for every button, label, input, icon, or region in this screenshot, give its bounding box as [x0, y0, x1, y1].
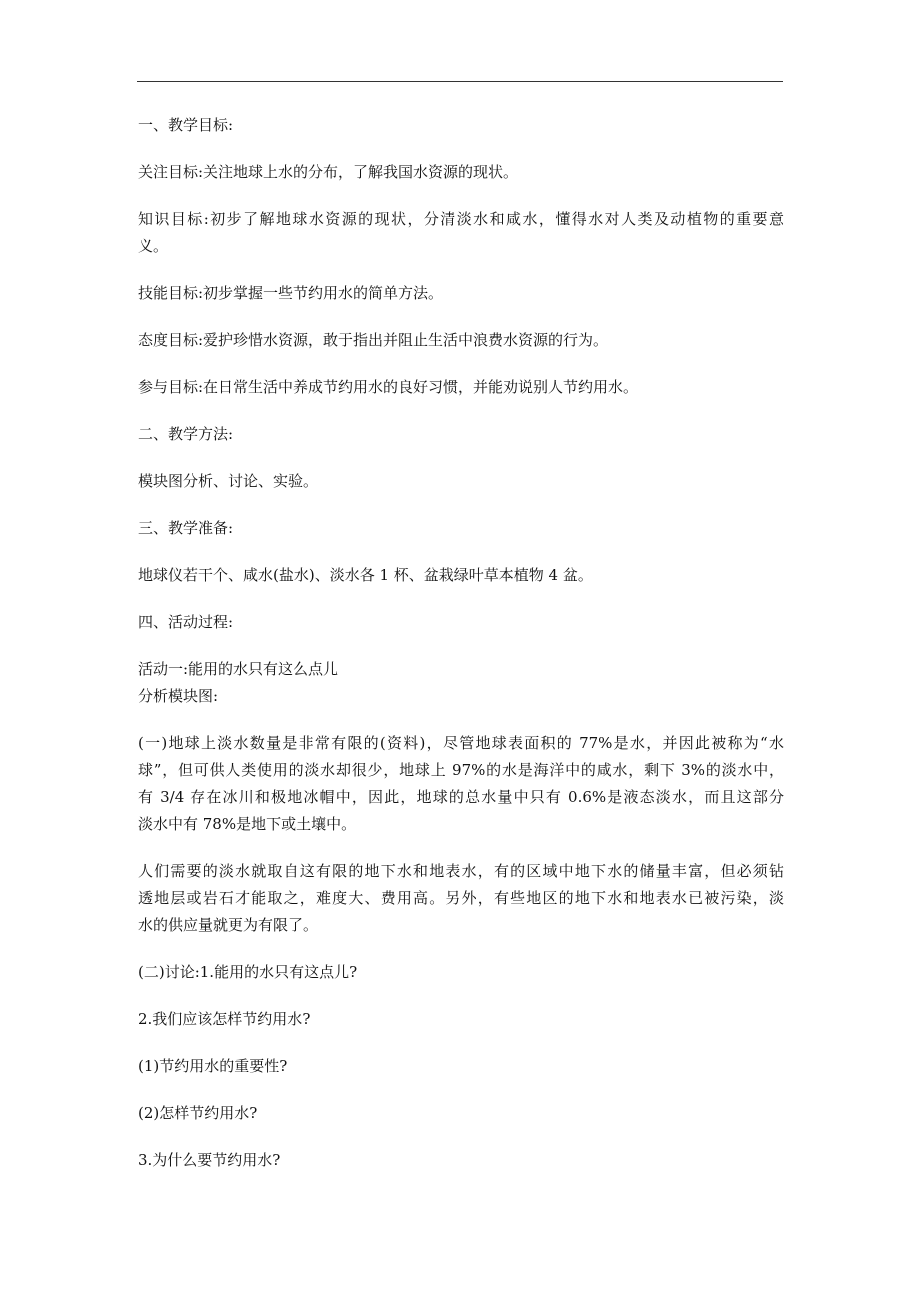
text-line: 技能目标:初步掌握一些节约用水的简单方法。: [138, 284, 444, 302]
header-rule: [137, 81, 783, 82]
text-line: 分析模块图:: [138, 687, 219, 705]
text-line: 一、教学目标:: [138, 116, 234, 134]
discussion-two-b: [138, 1100, 784, 1127]
text-line: 活动一:能用的水只有这么点儿: [138, 660, 339, 678]
text-line: 二、教学方法:: [138, 425, 234, 443]
text-line: 人们需要的淡水就取自这有限的地下水和地表水，有的区域中地下水的储量丰富，但必须钻: [138, 862, 784, 880]
text-line: 参与目标:在日常生活中养成节约用水的良好习惯，并能劝说别人节约用水。: [138, 378, 639, 396]
text-line: 三、教学准备:: [138, 519, 234, 537]
objective-focus: [138, 159, 784, 186]
text-line: 义。: [138, 237, 169, 255]
text-line: 模块图分析、讨论、实验。: [138, 472, 319, 490]
discussion-two-a: [138, 1053, 784, 1080]
objective-attitude: [138, 327, 784, 354]
text-line: 2.我们应该怎样节约用水?: [138, 1010, 311, 1028]
text-line: 态度目标:爱护珍惜水资源，敢于指出并阻止生活中浪费水资源的行为。: [138, 331, 609, 349]
text-line: 3.为什么要节约用水?: [138, 1151, 281, 1169]
text-line: 有 3/4 存在冰川和极地冰帽中，因此，地球的总水量中只有 0.6%是液态淡水，而且这部分: [138, 788, 784, 806]
discussion-three: [138, 1147, 784, 1174]
objective-knowledge: [138, 206, 784, 260]
discussion-two: [138, 1006, 784, 1033]
heading-methods: [138, 421, 784, 448]
text-line: 透地层或岩石才能取之，难度大、费用高。另外，有些地区的地下水和地表水已被污染，淡: [138, 889, 784, 907]
text-line: (1)节约用水的重要性?: [138, 1057, 288, 1075]
document-body: [138, 112, 784, 1174]
text-line: (一)地球上淡水数量是非常有限的(资料)，尽管地球表面积的 77%是水，并因此被称为“水: [138, 734, 784, 752]
text-line: 四、活动过程:: [138, 613, 234, 631]
text-line: 关注目标:关注地球上水的分布，了解我国水资源的现状。: [138, 163, 519, 181]
text-line: 知识目标:初步了解地球水资源的现状，分清淡水和咸水，懂得水对人类及动植物的重要意: [138, 210, 784, 228]
heading-objectives: [138, 112, 784, 139]
text-line: 淡水中有 78%是地下或土壤中。: [138, 815, 357, 833]
objective-participation: [138, 374, 784, 401]
heading-preparation: [138, 515, 784, 542]
discussion-one: [138, 959, 784, 986]
objective-skill: [138, 280, 784, 307]
text-line: 水的供应量就更为有限了。: [138, 916, 319, 934]
section-one-paragraph: [138, 730, 784, 838]
heading-process: [138, 609, 784, 636]
text-line: (二)讨论:1.能用的水只有这点儿?: [138, 963, 358, 981]
text-line: (2)怎样节约用水?: [138, 1104, 258, 1122]
preparation-text: [138, 562, 784, 589]
activity-one: [138, 656, 784, 710]
section-one-continued: [138, 858, 784, 939]
text-line: 地球仪若干个、咸水(盐水)、淡水各 1 杯、盆栽绿叶草本植物 4 盆。: [138, 566, 593, 584]
methods-text: [138, 468, 784, 495]
text-line: 球”，但可供人类使用的淡水却很少，地球上 97%的水是海洋中的咸水，剩下 3%的淡水中，: [138, 761, 784, 779]
